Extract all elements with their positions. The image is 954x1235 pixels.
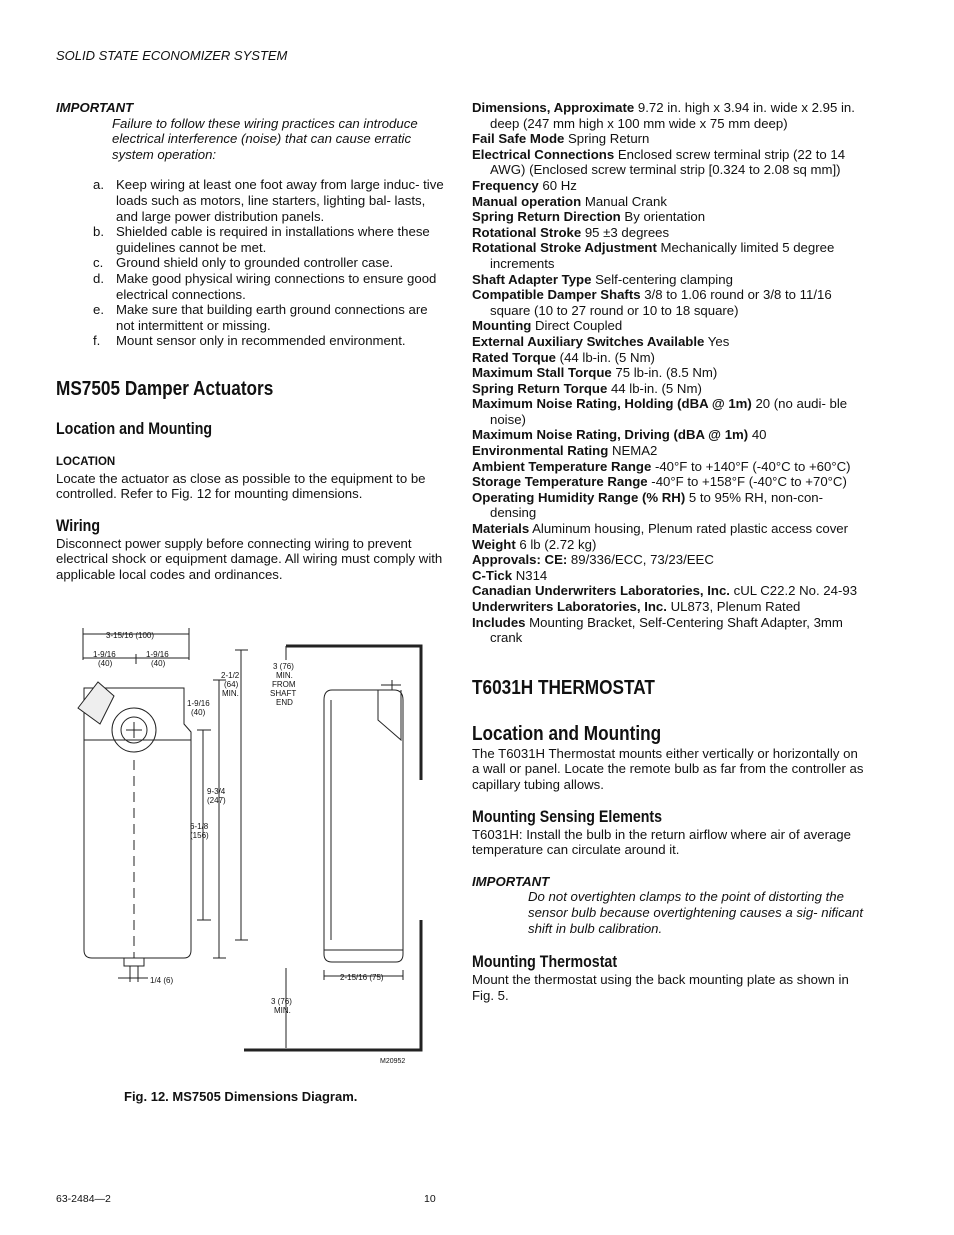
spec-item — [472, 474, 864, 490]
spec-value: cUL C22.2 No. 24-93 — [729, 583, 858, 599]
spec-label: Spring Return Direction — [472, 209, 621, 225]
dim-bottom-clearance: 3 (76) — [271, 997, 292, 1006]
svg-text:(40): (40) — [98, 659, 113, 668]
spec-item — [472, 396, 864, 427]
svg-text:SHAFT: SHAFT — [270, 689, 297, 698]
spec-label: Approvals: CE: — [472, 552, 568, 568]
spec-label: Dimensions, Approximate — [472, 100, 635, 115]
left-column — [56, 100, 444, 582]
thermostat-heading: Mounting Thermostat — [472, 953, 618, 972]
spec-value: (44 lb-in. (5 Nm) — [556, 349, 655, 365]
spec-item — [472, 459, 864, 475]
dim-shaft: 1-9/16 — [187, 699, 210, 708]
spec-label: Materials — [472, 521, 530, 537]
spec-label: Storage Temperature Range — [472, 474, 648, 490]
spec-label: External Auxiliary Switches Available — [472, 333, 705, 349]
spec-value: Aluminum housing, Plenum rated plastic access cover — [529, 521, 849, 537]
spec-value: Enclosed screw terminal strip (22 to 14 AWG) (Enclosed screw terminal strip [0.324 to 2.08 sq mm]) — [490, 146, 846, 178]
spec-label: Compatible Damper Shafts — [472, 287, 641, 303]
spec-value: 44 lb-in. (5 Nm) — [607, 380, 702, 396]
spec-value: 5 to 95% RH, non-con- densing — [490, 489, 824, 521]
spec-label: Underwriters Laboratories, Inc. — [472, 599, 667, 614]
dim-end-clearance: 3 (76) — [273, 662, 294, 671]
spec-value: Manual Crank — [581, 193, 667, 209]
spec-item — [472, 427, 864, 443]
spec-item — [472, 583, 864, 599]
wiring-heading: Wiring — [56, 516, 101, 535]
list-item: d. Make good physical wiring connections to ensure good electrical connections. — [93, 270, 437, 302]
spec-item — [472, 209, 864, 225]
spec-label: Operating Humidity Range (% RH) — [472, 489, 686, 505]
spec-label: Manual operation — [472, 193, 582, 209]
spec-value: 95 ±3 degrees — [581, 224, 670, 240]
spec-item — [472, 194, 864, 210]
spec-item — [472, 147, 864, 178]
spec-value: 6 lb (2.72 kg) — [515, 536, 597, 552]
list-item: b. Shielded cable is required in installations where these guidelines cannot be met. — [93, 224, 430, 255]
spec-item — [472, 100, 864, 131]
wiring-practices-list — [56, 177, 444, 349]
spec-label: Ambient Temperature Range — [472, 458, 652, 474]
dim-bottom-width: 1/4 (6) — [150, 976, 174, 985]
spec-item — [472, 131, 864, 147]
spec-item — [472, 318, 864, 334]
dim-top-clearance: 2-1/2 — [221, 671, 240, 680]
dim-depth: 2-15/16 (75) — [340, 973, 384, 982]
spec-label: Maximum Noise Rating, Driving (dBA @ 1m) — [472, 427, 749, 443]
spec-value: Direct Coupled — [531, 318, 623, 334]
svg-text:(40): (40) — [151, 659, 166, 668]
spec-item — [472, 552, 864, 568]
spec-value: -40°F to +140°F (-40°C to +60°C) — [651, 458, 851, 474]
thermostat-text: Mount the thermostat using the back mounting plate as shown in Fig. 5. — [472, 972, 849, 1003]
spec-label: Shaft Adapter Type — [472, 271, 592, 287]
spec-label: Weight — [472, 536, 516, 552]
dim-overall-width: 3-15/16 (100) — [106, 631, 155, 640]
spec-label: C-Tick — [472, 567, 513, 583]
right-column — [472, 100, 864, 1003]
svg-text:MIN.: MIN. — [276, 671, 293, 680]
figure-code: M20952 — [380, 1058, 406, 1065]
svg-text:(40): (40) — [191, 708, 206, 717]
spec-label: Fail Safe Mode — [472, 131, 565, 147]
important-text: Failure to follow these wiring practices can introduce electrical interference (noise) that can cause erratic system operation: — [112, 115, 418, 162]
doc-number: 63-2484—2 — [56, 1193, 111, 1205]
spec-label: Rotational Stroke — [472, 224, 582, 240]
spec-value: Mounting Bracket, Self-Centering Shaft Adapter, 3mm crank — [490, 614, 843, 646]
spec-label: Electrical Connections — [472, 146, 615, 162]
spec-item — [472, 334, 864, 350]
t6031h-title: T6031H THERMOSTAT — [472, 676, 655, 699]
list-item: c. Ground shield only to grounded controller case. — [93, 255, 394, 271]
spec-item — [472, 287, 864, 318]
svg-text:(156): (156) — [190, 831, 209, 840]
spec-list — [472, 100, 864, 646]
spec-value: 60 Hz — [538, 177, 577, 193]
spec-value: 3/8 to 1.06 round or 3/8 to 11/16 square (10 to 27 round or 10 to 18 square) — [490, 287, 832, 318]
dim-right-half: 1-9/16 — [146, 650, 169, 659]
svg-text:FROM: FROM — [272, 680, 296, 689]
important-label: IMPORTANT — [56, 100, 134, 115]
spec-value: N314 — [512, 567, 548, 583]
spec-item — [472, 272, 864, 288]
spec-label: Maximum Noise Rating, Holding (dBA @ 1m) — [472, 396, 752, 412]
dimensions-diagram — [56, 620, 436, 1070]
list-item: a. Keep wiring at least one foot away from large induc- tive loads such as motors, line starters, lighting bal- lasts, and large power distribution panels. — [93, 177, 444, 224]
dim-shaft-height: 6-1/8 — [190, 822, 209, 831]
spec-value: Yes — [704, 333, 730, 349]
spec-item — [472, 178, 864, 194]
svg-text:(64): (64) — [224, 680, 239, 689]
spec-label: Frequency — [472, 177, 539, 193]
section-title: MS7505 Damper Actuators — [56, 377, 274, 400]
spec-label: Mounting — [472, 318, 532, 334]
spec-value: NEMA2 — [608, 443, 658, 459]
spec-value: Self-centering clamping — [591, 271, 733, 287]
list-item: e. Make sure that building earth ground connections are not intermittent or missing. — [93, 302, 428, 333]
spec-item — [472, 615, 864, 646]
page-number: 10 — [424, 1193, 436, 1205]
spec-value: 40 — [748, 427, 767, 443]
list-item: f. Mount sensor only in recommended environment. — [93, 333, 406, 349]
sensing-heading: Mounting Sensing Elements — [472, 807, 663, 826]
svg-text:END: END — [276, 698, 293, 707]
sensing-text: T6031H: Install the bulb in the return airflow where air of average temperature can circulate around it. — [472, 826, 851, 858]
spec-label: Includes — [472, 614, 526, 630]
location-mounting-title: Location and Mounting — [472, 722, 662, 745]
spec-label: Maximum Stall Torque — [472, 365, 612, 381]
location-text: Locate the actuator as close as possible to the equipment to be controlled. Refer to Fig. 12 for mounting dimensions. — [56, 470, 426, 502]
svg-text:(247): (247) — [207, 796, 226, 805]
spec-item — [472, 443, 864, 459]
spec-value: Mechanically limited 5 degree increments — [490, 240, 835, 271]
spec-item — [472, 240, 864, 271]
spec-value: Spring Return — [564, 131, 650, 147]
spec-label: Spring Return Torque — [472, 380, 608, 396]
svg-text:MIN.: MIN. — [222, 689, 239, 698]
spec-item — [472, 350, 864, 366]
spec-value: -40°F to +158°F (-40°C to +70°C) — [647, 474, 847, 490]
location-mounting-text: The T6031H Thermostat mounts either vertically or horizontally on a wall or panel. Locate the remote bulb as far from the controller as capillary tubing allows. — [472, 745, 864, 792]
spec-value: 89/336/ECC, 73/23/EEC — [567, 552, 714, 568]
spec-item — [472, 521, 864, 537]
important-text-2: Do not overtighten clamps to the point of distorting the sensor bulb because overtightening causes a sig- nificant shift in bulb calibration. — [528, 889, 864, 936]
spec-value: 9.72 in. high x 3.94 in. wide x 2.95 in. deep (247 mm high x 100 mm wide x 75 mm deep) — [490, 100, 855, 131]
spec-value: 75 lb-in. (8.5 Nm) — [611, 365, 718, 381]
spec-item — [472, 381, 864, 397]
spec-item — [472, 365, 864, 381]
spec-item — [472, 599, 864, 615]
spec-value: By orientation — [620, 209, 706, 225]
spec-label: Rated Torque — [472, 349, 557, 365]
svg-text:MIN.: MIN. — [274, 1006, 291, 1015]
spec-item — [472, 568, 864, 584]
wiring-text: Disconnect power supply before connecting wiring to prevent electrical shock or equipment damage. All wiring must comply with applicable local codes and ordinances. — [56, 535, 443, 582]
spec-label: Environmental Rating — [472, 443, 609, 459]
spec-value: UL873, Plenum Rated — [666, 599, 801, 614]
running-head: SOLID STATE ECONOMIZER SYSTEM — [56, 48, 288, 63]
figure-caption: Fig. 12. MS7505 Dimensions Diagram. — [124, 1089, 358, 1104]
dim-height: 9-3/4 — [207, 787, 226, 796]
dim-left-half: 1-9/16 — [93, 650, 116, 659]
location-subhead: LOCATION — [56, 455, 116, 468]
spec-item — [472, 537, 864, 553]
spec-label: Rotational Stroke Adjustment — [472, 240, 657, 256]
spec-item — [472, 490, 864, 521]
important-label-2: IMPORTANT — [472, 873, 550, 889]
spec-value: 20 (no audi- ble noise) — [490, 396, 848, 427]
spec-label: Canadian Underwriters Laboratories, Inc. — [472, 583, 730, 599]
location-mounting-heading: Location and Mounting — [56, 419, 213, 438]
spec-item — [472, 225, 864, 241]
